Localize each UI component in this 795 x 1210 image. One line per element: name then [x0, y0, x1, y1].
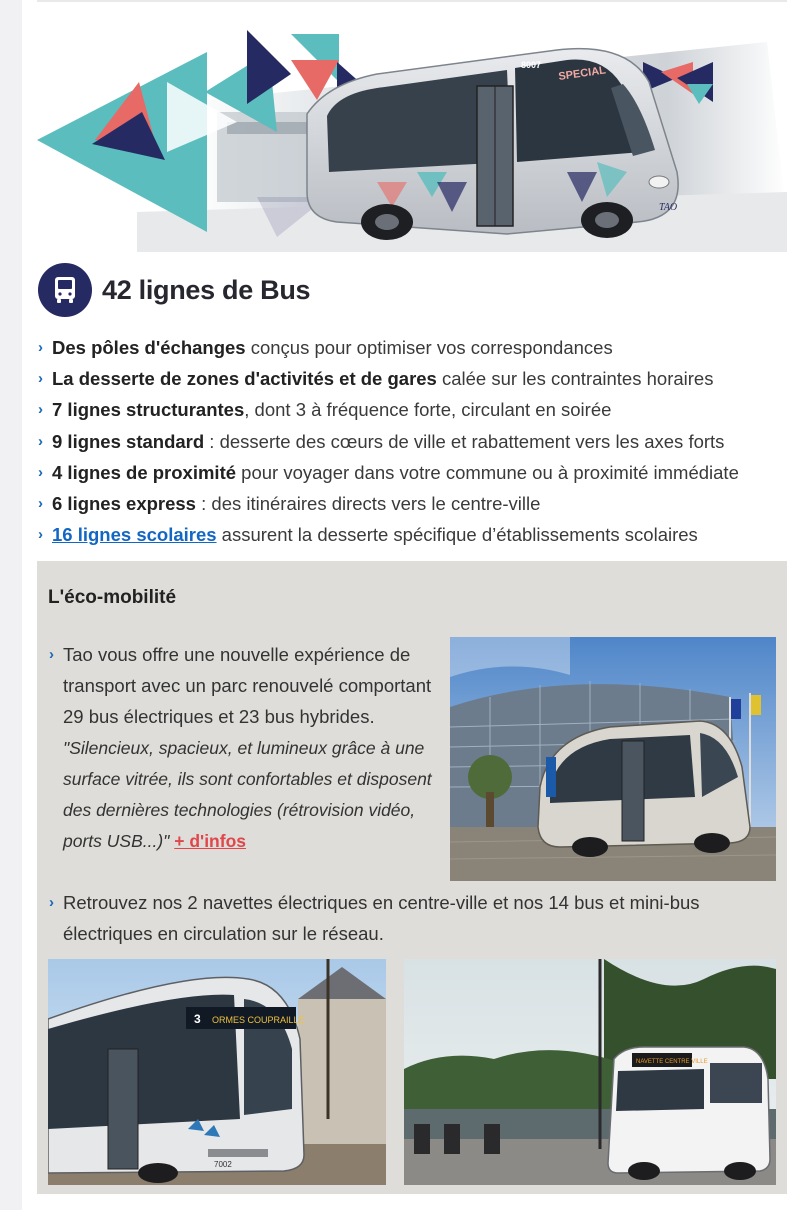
route-number: 3: [194, 1012, 201, 1026]
list-item-text: calée sur les contraintes horaires: [436, 368, 714, 390]
school-lines-link[interactable]: 16 lignes scolaires: [52, 524, 217, 546]
eco-mobility-panel: [37, 561, 787, 1194]
list-item: [38, 363, 788, 394]
bus-lines-feature-list: [38, 332, 788, 550]
chevron-right-icon: ›: [38, 495, 43, 513]
page-left-gutter: [0, 0, 22, 1210]
list-item-text: : des itinéraires directs vers le centre-ville: [195, 493, 541, 515]
hero-bus-number: 8007: [521, 60, 542, 70]
list-item-text: : desserte des cœurs de ville et rabattement vers les axes forts: [204, 430, 725, 452]
eco-item-fleet: Tao vous offre une nouvelle expérience de transport avec un parc renouvelé comportant 29 bus électriques et 23 bus hybrides.: [63, 644, 432, 728]
shuttle-sign: NAVETTE CENTRE VILLE: [636, 1059, 708, 1065]
section-title: 42 lignes de Bus: [102, 274, 311, 305]
list-item-text: pour voyager dans votre commune ou à proximité immédiate: [236, 461, 739, 483]
list-item-text: conçus pour optimiser vos correspondances: [245, 337, 613, 358]
list-item-highlight: Des pôles d'échanges: [52, 337, 246, 358]
list-item: [49, 887, 769, 949]
list-item-text: assurent la desserte spécifique d’établissements scolaires: [216, 524, 698, 546]
section-header: [38, 262, 310, 318]
bus-plate: 7002: [214, 1160, 232, 1169]
list-item-highlight: 4 lignes de proximité: [52, 461, 237, 483]
hero-bus-sign: SPECIAL: [557, 64, 607, 83]
eco-item-shuttles: Retrouvez nos 2 navettes électriques en centre-ville et nos 14 bus et mini-bus électriques en circulation sur le réseau.: [63, 892, 700, 945]
eco-quote-text: "Silencieux, spacieux, et lumineux grâce à une surface vitrée, ils sont confortables et disposent des dernières technologies (rétrovision vidéo, ports USB...)": [63, 737, 432, 852]
bus-icon: [38, 263, 92, 317]
list-item: [38, 426, 788, 457]
chevron-right-icon: ›: [38, 432, 43, 450]
list-item-highlight: 6 lignes express: [52, 493, 196, 515]
chevron-right-icon: ›: [38, 526, 43, 544]
more-info-link[interactable]: + d'infos: [174, 831, 247, 852]
list-item: [38, 394, 788, 425]
eco-mobility-title: L'éco-mobilité: [48, 587, 177, 608]
top-divider: [37, 0, 787, 2]
hero-bus-illustration: [37, 22, 787, 252]
chevron-right-icon: ›: [38, 463, 43, 481]
list-item: [49, 639, 439, 733]
chevron-right-icon: ›: [38, 339, 43, 356]
eco-quote: [49, 733, 439, 858]
list-item: [38, 332, 788, 363]
electric-bus-route-3-photo: [48, 959, 386, 1185]
list-item: [38, 519, 788, 550]
eco-mobility-text: [49, 639, 439, 857]
electric-shuttle-photo: [404, 959, 776, 1185]
electric-bus-photo: [450, 637, 776, 881]
list-item: [38, 488, 788, 519]
hero-bus-brand: TAO: [659, 202, 678, 213]
list-item: [38, 457, 788, 488]
list-item-highlight: 7 lignes structurantes: [52, 399, 245, 421]
list-item-text: , dont 3 à fréquence forte, circulant en soirée: [244, 399, 612, 421]
chevron-right-icon: ›: [49, 646, 54, 663]
chevron-right-icon: ›: [38, 401, 43, 419]
chevron-right-icon: ›: [38, 370, 43, 388]
chevron-right-icon: ›: [49, 894, 54, 911]
list-item-highlight: 9 lignes standard: [52, 430, 205, 452]
route-destination: ORMES COUPRAILLE: [212, 1015, 305, 1025]
list-item-highlight: La desserte de zones d'activités et de gares: [52, 368, 437, 390]
